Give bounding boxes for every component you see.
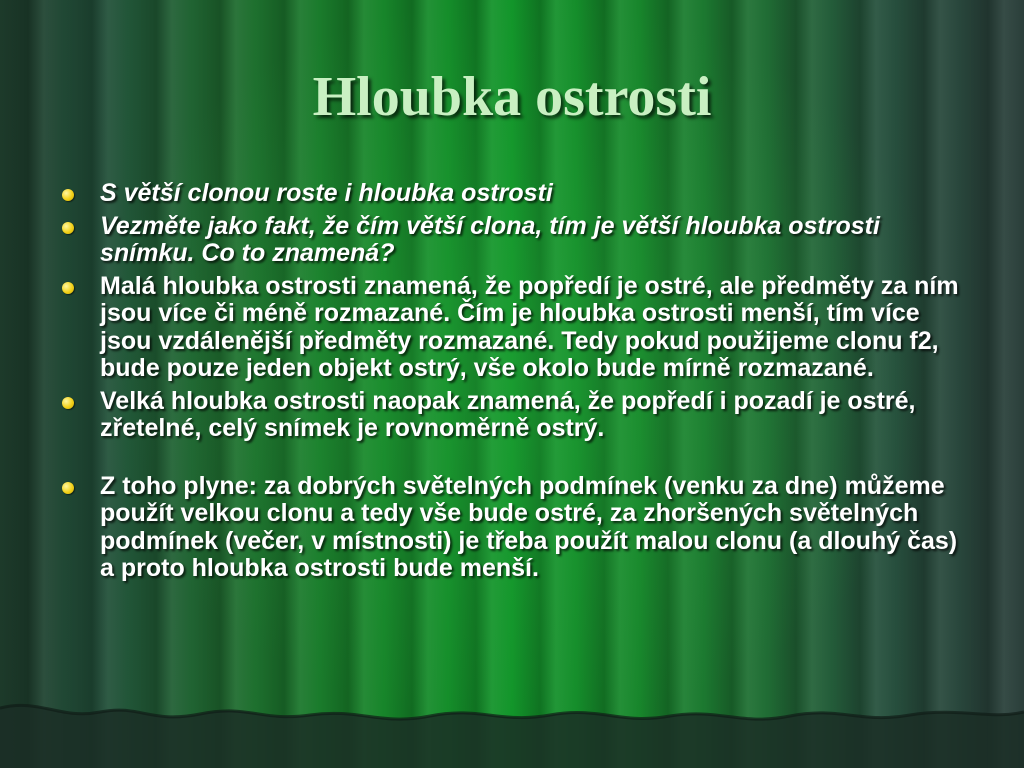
bullet-text: Malá hloubka ostrosti znamená, že popředí je ostré, ale předměty za ním jsou více či méně rozmazané. Čím je hloubka ostrosti menší, tím více jsou vzdálenější předměty rozmazané. Tedy pokud použijeme clonu f2, bude pouze jeden objekt ostrý, vše okolo bude mírně rozmazané.	[100, 271, 959, 382]
bullet-list	[62, 180, 972, 588]
bullet-item	[62, 473, 972, 583]
bullet-text: Z toho plyne: za dobrých světelných podmínek (venku za dne) můžeme použít velkou clonu a tedy vše bude ostré, za zhoršených světelných podmínek (večer, v místnosti) je třeba použít malou clonu (a dlouhý čas) a proto hloubka ostrosti bude menší.	[100, 471, 958, 582]
bullet-item	[62, 273, 972, 383]
bullet-text: S větší clonou roste i hloubka ostrosti	[100, 179, 553, 207]
slide-title: Hloubka ostrosti	[312, 66, 712, 128]
bullet-text: Vezměte jako fakt, že čím větší clona, tím je větší hloubka ostrosti snímku. Co to znamená?	[100, 211, 880, 267]
bullet-dot-icon	[62, 482, 74, 494]
bullet-dot-icon	[62, 397, 74, 409]
curtain-hem	[0, 668, 1024, 768]
bullet-item	[62, 388, 972, 443]
bullet-dot-icon	[62, 222, 74, 234]
bullet-dot-icon	[62, 282, 74, 294]
bullet-item	[62, 213, 972, 268]
bullet-text: Velká hloubka ostrosti naopak znamená, že popředí i pozadí je ostré, zřetelné, celý snímek je rovnoměrně ostrý.	[100, 386, 916, 442]
bullet-item	[62, 180, 972, 208]
bullet-dot-icon	[62, 189, 74, 201]
